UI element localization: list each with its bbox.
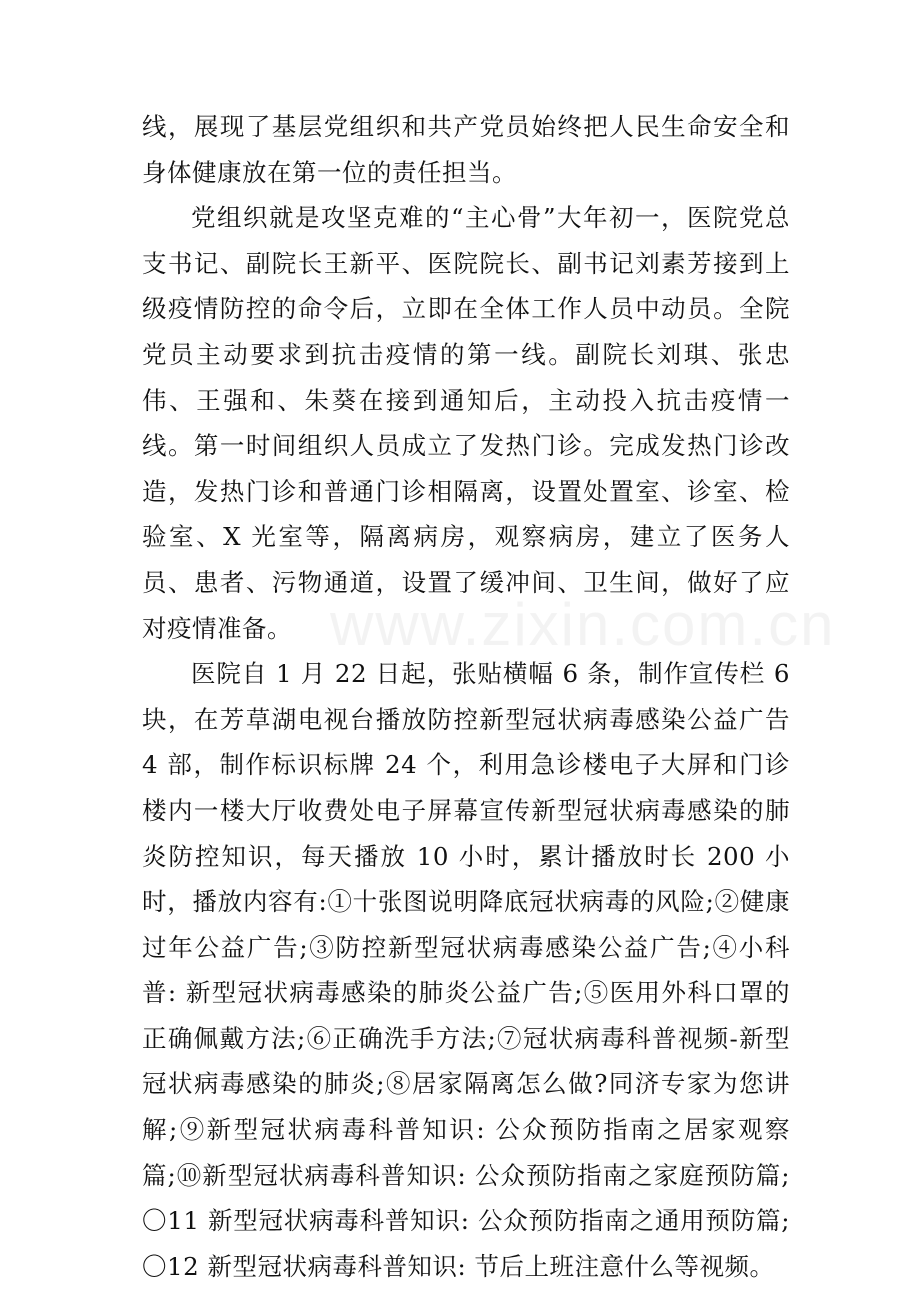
paragraph-publicity: 医院自 1 月 22 日起，张贴横幅 6 条，制作宣传栏 6 块，在芳草湖电视台播放防控新型冠状病毒感染公益广告 4 部，制作标识标牌 24 个，利用急诊楼电子大屏和门诊楼内一楼大厅收费处电子屏幕宣传新型冠状病毒感染的肺炎防控知识，每天播放 10 小时，累计播放时长 200 小时，播放内容有:①十张图说明降底冠状病毒的风险;②健康过年公益广告;③防控新型冠状病毒感染公益广告;④小科普: 新型冠状病毒感染的肺炎公益广告;⑤医用外科口罩的正确佩戴方法;⑥正确洗手方法;⑦冠状病毒科普视频-新型冠状病毒感染的肺炎;⑧居家隔离怎么做?同济专家为您讲解;⑨新型冠状病毒科普知识: 公众预防指南之居家观察篇;⑩新型冠状病毒科普知识: 公众预防指南之家庭预防篇;〇11 新型冠状病毒科普知识: 公众预防指南之通用预防篇;〇12 新型冠状病毒科普知识: 节后上班注意什么等视频。: [142, 659, 790, 1281]
document-body: [142, 104, 790, 1289]
paragraph-party-organization: 党组织就是攻坚克难的“主心骨”大年初一，医院党总支书记、副院长王新平、医院院长、副书记刘素芳接到上级疫情防控的命令后，立即在全体工作人员中动员。全院党员主动要求到抗击疫情的第一线。副院长刘琪、张忠伟、王强和、朱葵在接到通知后，主动投入抗击疫情一线。第一时间组织人员成立了发热门诊。完成发热门诊改造，发热门诊和普通门诊相隔离，设置处置室、诊室、检验室、X 光室等，隔离病房，观察病房，建立了医务人员、患者、污物通道，设置了缓冲间、卫生间，做好了应对疫情准备。: [142, 203, 790, 643]
watermark: www.zixin.com.cn: [330, 591, 836, 658]
paragraph-continuation: 线，展现了基层党组织和共产党员始终把人民生命安全和身体健康放在第一位的责任担当。: [142, 112, 790, 187]
